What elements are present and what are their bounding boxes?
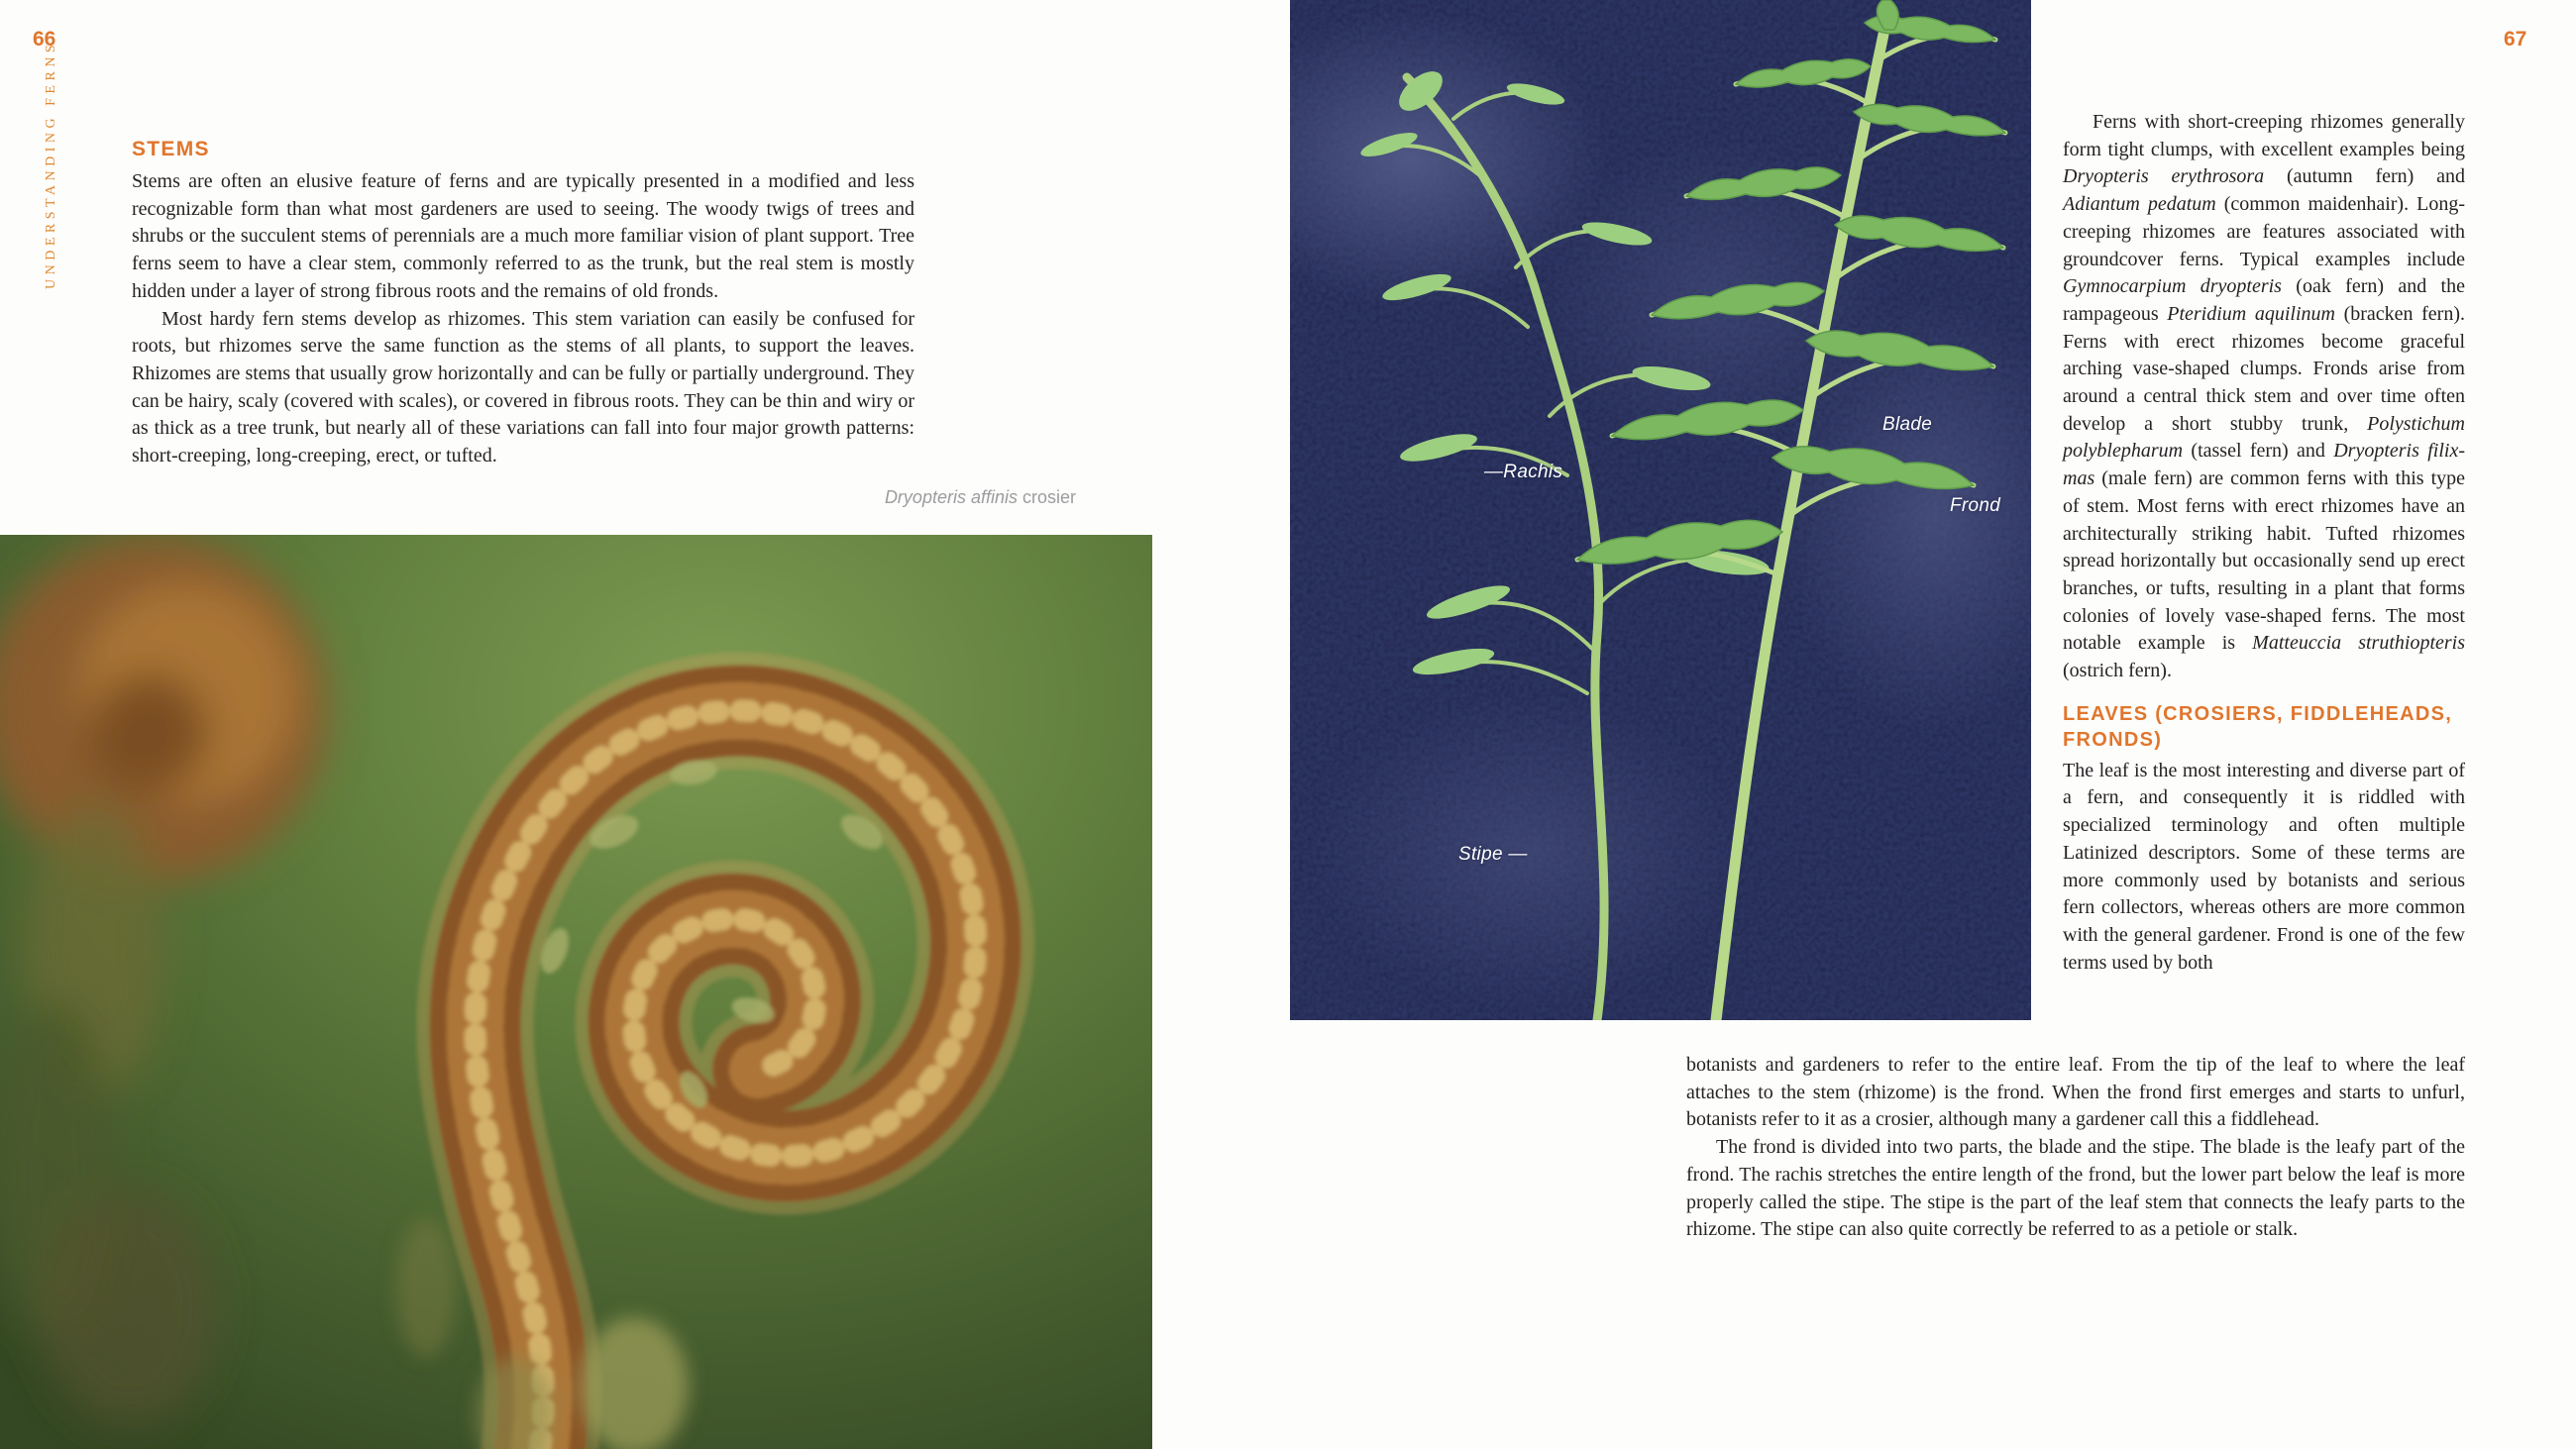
page-number-left: 66 [33,28,56,51]
frond-label: Frond [1950,495,2001,516]
stems-paragraph-1: Stems are often an elusive feature of ferns and are typically presented in a modified and less recognizable form than what most gardeners are used to seeing. The woody twigs of trees and shrubs or the succulent stems of perennials are a much more familiar vision of plant support. Tree ferns seem to have a clear stem, commonly referred to as the trunk, but the real stem is mostly hidden under a layer of strong fibrous roots and the remains of old fronds. [132,170,914,302]
stems-heading: STEMS [132,138,210,160]
leaves-column-paragraph: The leaf is the most interesting and diverse part of a fern, and consequently it is riddled with specialized terminology and often multiple Latinized descriptors. Some of these terms are more commonly used by botanists and serious fern collectors, whereas others are more common with the general gardener. Frond is one of the few terms used by both [2063,759,2465,974]
photo-caption: Dryopteris affinis crosier [884,487,1076,507]
rhizome-types-paragraph: Ferns with short-creeping rhizomes generally form tight clumps, with excellent examples being Dryopteris erythrosora (autumn fern) and Adiantum pedatum (common maidenhair). Long-creeping rhizomes are features associated with groundcover ferns. Typical examples include Gymnocarpium dryopteris (oak fern) and the rampageous Pteridium aquilinum (bracken fern). Ferns with erect rhizomes become graceful arching vase-shaped clumps. Fronds arise from around a central thick stem and over time often develop a short stubby trunk, Polystichum polyblepharum (tassel fern) and Dryopteris filix-mas (male fern) are common ferns with this type of stem. Most ferns with erect rhizomes have an architecturally striking habit. Tufted rhizomes spread horizontally but occasionally send up erect branches, or tufts, resulting in a plant that forms colonies of lovely vase-shaped ferns. The most notable example is Matteuccia struthiopteris (ostrich fern). [2063,111,2465,682]
frond-photo-art [1290,0,2031,1020]
left-text-column [132,137,914,470]
crosier-photo-art [0,535,1152,1449]
frond-photo [1290,0,2031,1020]
fullwidth-text-block [1686,1052,2465,1244]
blade-label: Blade [1882,414,1933,435]
rachis-label: —Rachis [1484,462,1563,482]
leaves-fullwidth-paragraph-1: botanists and gardeners to refer to the entire leaf. From the tip of the leaf to where the leaf attaches to the stem (rhizome) is the frond. When the frond first emerges and starts to unfurl, botanists refer to it as a crosier, although many a gardener call this a fiddlehead. [1686,1054,2465,1131]
crosier-photo [0,535,1152,1449]
stems-paragraph-2: Most hardy fern stems develop as rhizomes. This stem variation can easily be confused for roots, but rhizomes serve the same function as the stems of all plants, to support the leaves. Rhizomes are stems that usually grow horizontally and can be fully or partially underground. They can be hairy, scaly (covered with scales), or covered in fibrous roots. They can be thin and wiry or as thick as a tree trunk, but nearly all of these variations can fall into four major growth patterns: short-creeping, long-creeping, erect, or tufted. [132,307,914,467]
page-number-right: 67 [2504,28,2527,51]
right-text-column [2063,109,2465,977]
stipe-label: Stipe — [1458,844,1528,865]
leaves-heading: LEAVES (CROSIERS, FIDDLEHEADS, FRONDS) [2063,702,2453,751]
leaves-fullwidth-paragraph-2: The frond is divided into two parts, the blade and the stipe. The blade is the leafy part of the frond. The rachis stretches the entire length of the frond, but the lower part below the leaf is more properly called the stipe. The stipe is the part of the leaf stem that connects the leafy parts to the rhizome. The stipe can also quite correctly be referred to as a petiole or stalk. [1686,1136,2465,1241]
running-head-vertical: UNDERSTANDING FERNS [44,40,58,289]
